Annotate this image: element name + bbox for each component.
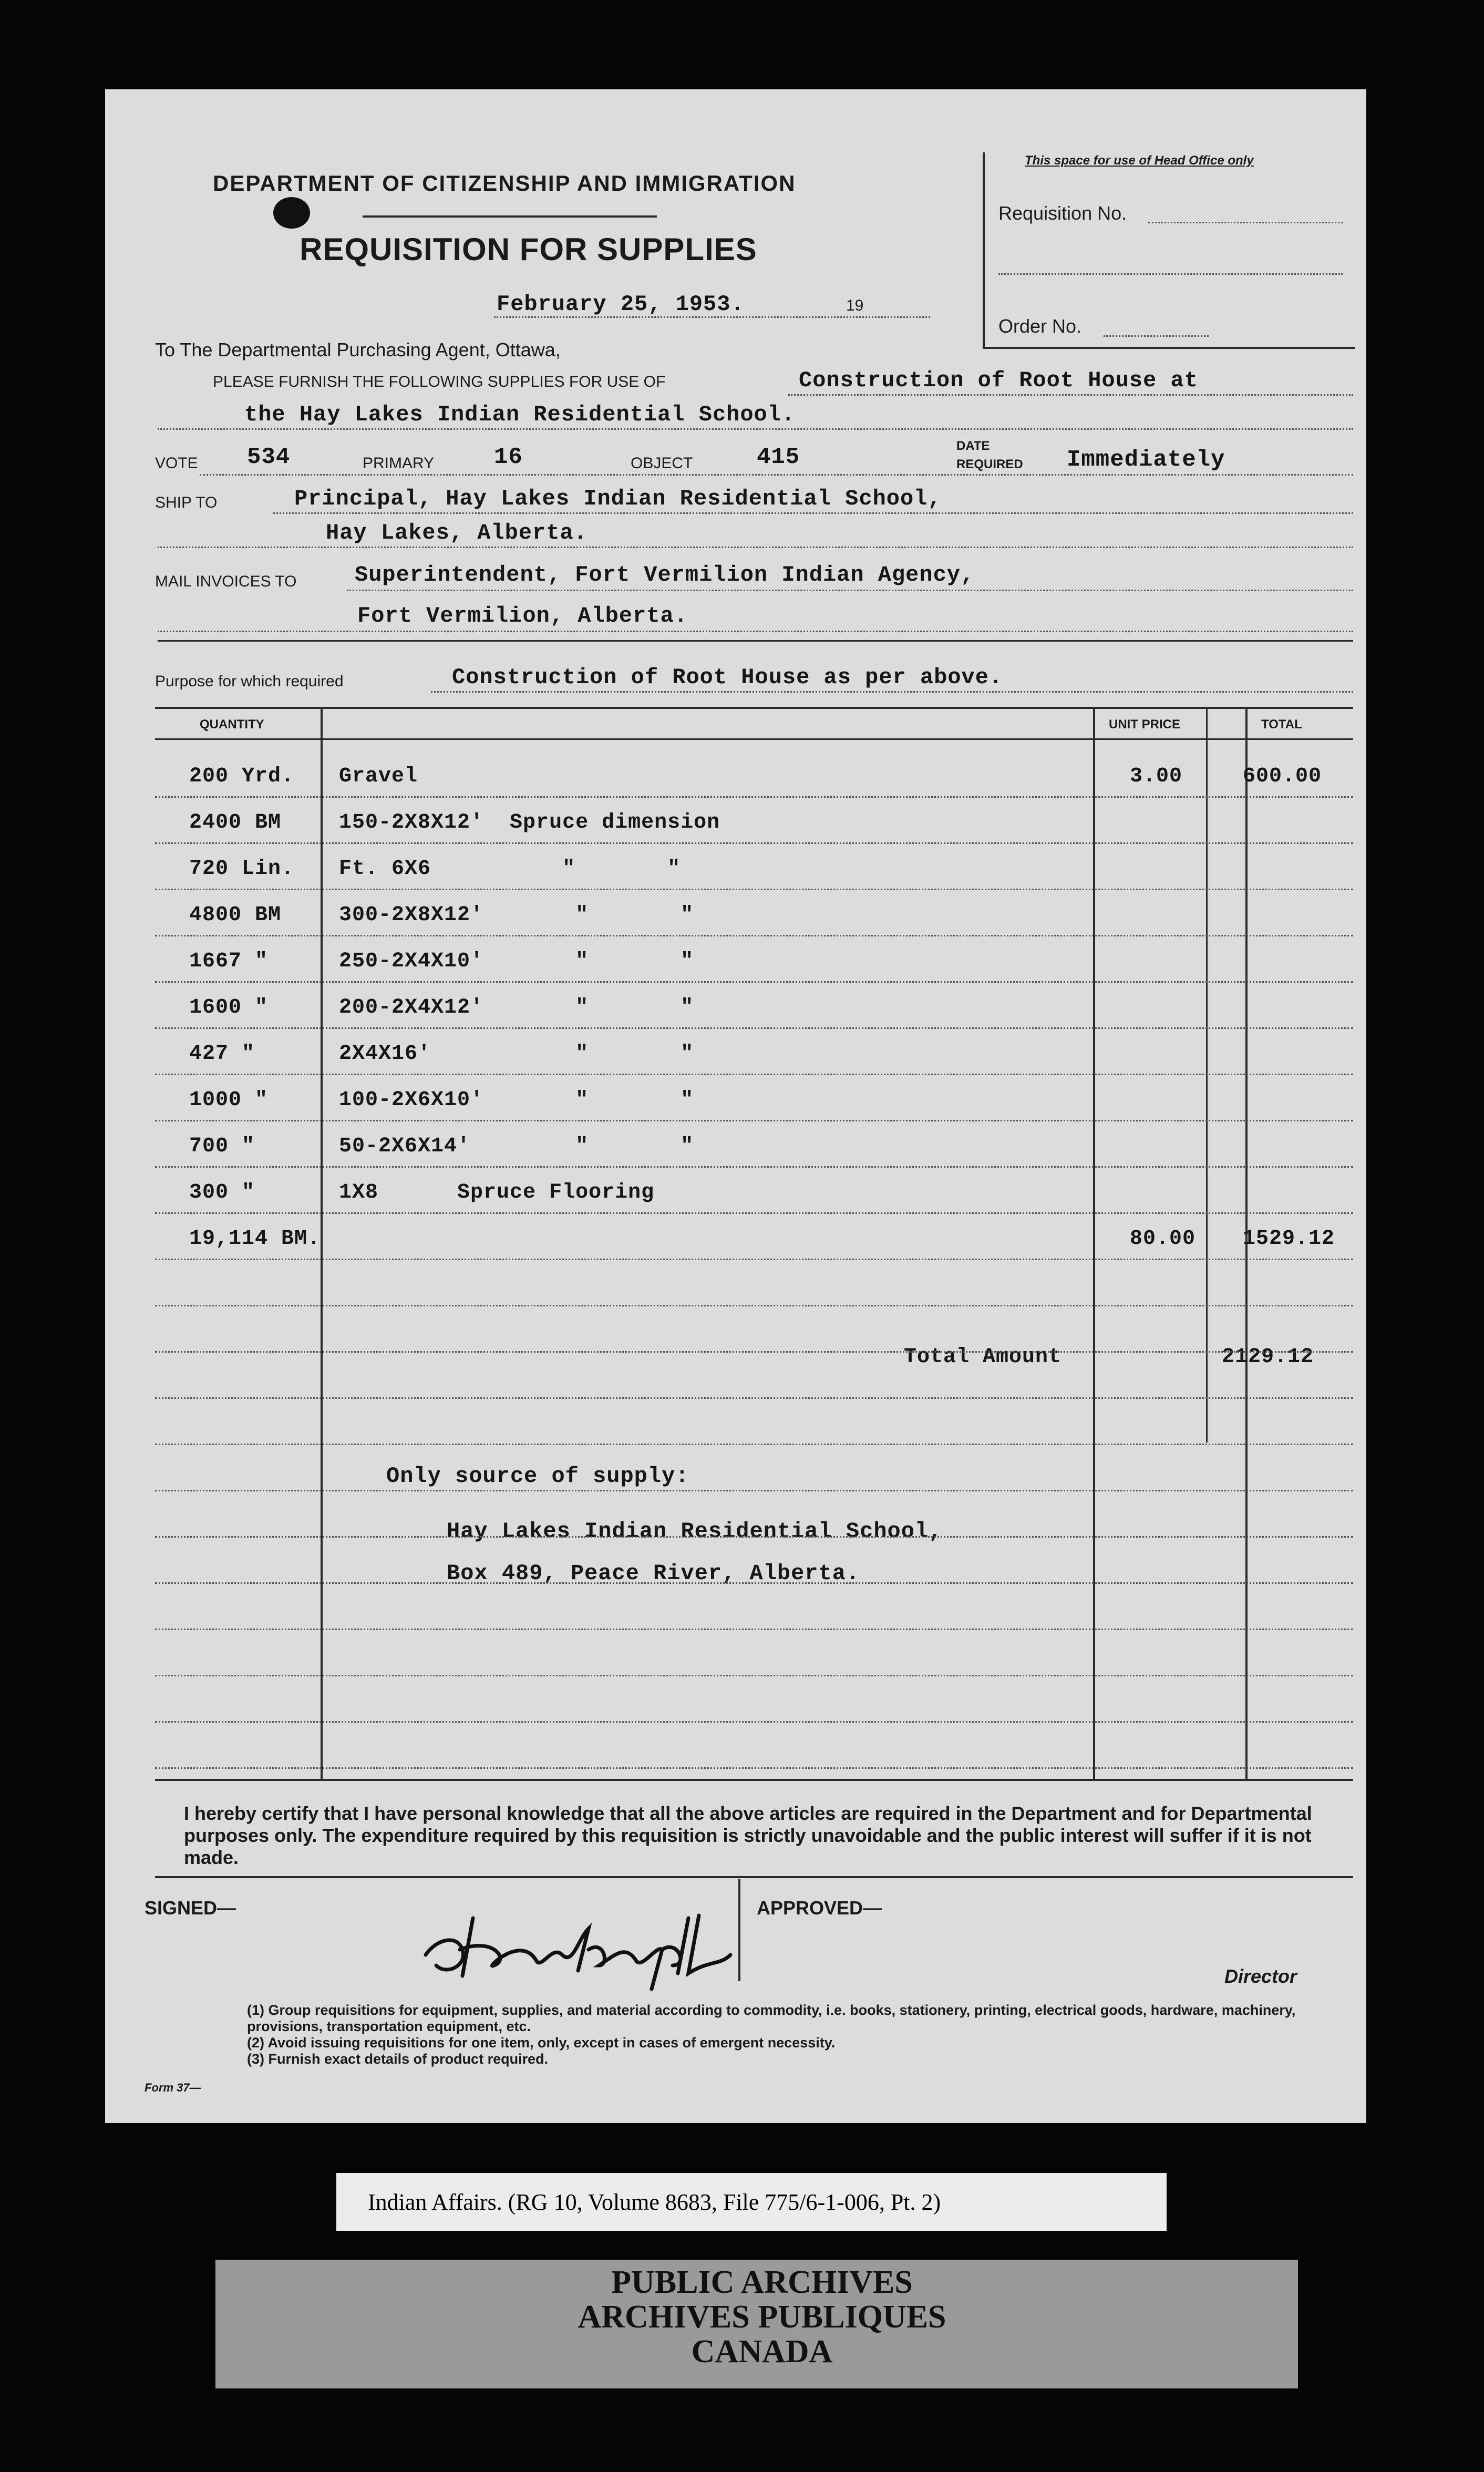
vote-value: 534 — [247, 444, 291, 470]
footnote: (3) Furnish exact details of product required. — [247, 2051, 549, 2067]
footnotes — [247, 2002, 1298, 2067]
rule — [155, 1876, 1353, 1878]
row-description: 200-2X4X12' " " — [339, 996, 694, 1019]
table-row-rule — [155, 1305, 1353, 1306]
row-description: 1X8 Spruce Flooring — [339, 1181, 655, 1204]
rule — [158, 631, 1353, 632]
table-row-rule — [155, 1027, 1353, 1029]
for-use-of-line-2: the Hay Lakes Indian Residential School. — [244, 402, 796, 427]
requisition-form — [105, 89, 1366, 2123]
total-amount-value: 2129.12 — [1222, 1345, 1314, 1369]
mail-invoices-line-1: Superintendent, Fort Vermilion Indian Agency, — [355, 562, 975, 588]
table-top-rule — [155, 707, 1353, 709]
table-row-rule — [155, 1767, 1353, 1769]
rule — [788, 394, 1353, 396]
table-row-rule — [155, 1351, 1353, 1353]
rule — [347, 590, 1353, 591]
table-row-rule — [155, 1675, 1353, 1676]
row-unit-price: 80.00 — [1130, 1227, 1196, 1251]
director-label: Director — [1224, 1965, 1297, 1987]
rule — [200, 474, 1353, 476]
for-use-of-line-1: Construction of Root House at — [799, 368, 1198, 393]
row-description: Gravel — [339, 765, 418, 788]
row-quantity: 4800 BM — [189, 903, 282, 927]
row-description: 300-2X8X12' " " — [339, 903, 694, 927]
ink-blot — [273, 197, 310, 229]
row-description: 50-2X6X14' " " — [339, 1135, 694, 1158]
head-office-heading: This space for use of Head Office only — [1025, 153, 1254, 168]
table-row-rule — [155, 1490, 1353, 1491]
requisition-no-line-2 — [998, 273, 1343, 275]
requisition-no-label: Requisition No. — [998, 202, 1127, 224]
row-quantity: 720 Lin. — [189, 857, 295, 881]
date-typed: February 25, 1953. — [497, 292, 745, 317]
col-quantity: QUANTITY — [200, 717, 264, 732]
primary-label: PRIMARY — [363, 455, 435, 472]
row-quantity: 1667 " — [189, 950, 269, 973]
table-row-rule — [155, 1212, 1353, 1214]
rule — [431, 691, 1353, 693]
requisition-no-line — [1148, 222, 1343, 223]
furnish-label: PLEASE FURNISH THE FOLLOWING SUPPLIES FOR USE OF — [213, 373, 666, 390]
total-amount-label: Total Amount — [904, 1345, 1062, 1369]
row-description: 150-2X8X12' Spruce dimension — [339, 811, 720, 835]
certification-text: I hereby certify that I have personal knowledge that all the above articles are required in the Department and for Departmental purposes only. The expenditure required by this requisition is strictly unavoidable and the public interest will suffer if it is not made. — [184, 1802, 1312, 1868]
row-quantity: 2400 BM — [189, 811, 282, 835]
row-quantity: 19,114 BM. — [189, 1227, 321, 1251]
table-header-rule — [155, 738, 1353, 740]
signed-label: SIGNED— — [145, 1897, 236, 1919]
handwritten-signature — [415, 1887, 741, 1992]
archive-reference: Indian Affairs. (RG 10, Volume 8683, File 775/6-1-006, Pt. 2) — [368, 2189, 941, 2215]
rule — [158, 547, 1353, 548]
row-quantity: 700 " — [189, 1135, 255, 1158]
rule — [158, 640, 1353, 642]
mail-invoices-line-2: Fort Vermilion, Alberta. — [357, 603, 688, 629]
col-total: TOTAL — [1261, 717, 1302, 732]
col-divider-quantity — [321, 707, 323, 1779]
supply-line-2: Hay Lakes Indian Residential School, — [447, 1519, 943, 1544]
col-divider-description — [1093, 707, 1095, 1779]
table-row-rule — [155, 1259, 1353, 1260]
ship-to-line-1: Principal, Hay Lakes Indian Residential School, — [294, 486, 942, 511]
table-row-rule — [155, 1721, 1353, 1723]
date-required-value: Immediately — [1067, 447, 1225, 473]
table-row-rule — [155, 1444, 1353, 1445]
table-bottom-rule — [155, 1779, 1353, 1781]
form-number: Form 37— — [145, 2081, 201, 2094]
purpose-value: Construction of Root House as per above. — [452, 665, 1003, 690]
row-unit-price: 3.00 — [1130, 765, 1183, 788]
table-row-rule — [155, 1582, 1353, 1584]
approved-label: APPROVED— — [757, 1897, 882, 1919]
form-title: REQUISITION FOR SUPPLIES — [300, 232, 757, 267]
rule — [158, 428, 1353, 430]
divider — [363, 215, 657, 218]
to-line: To The Departmental Purchasing Agent, Ottawa, — [155, 339, 561, 360]
vote-label: VOTE — [155, 455, 198, 472]
supply-line-3: Box 489, Peace River, Alberta. — [447, 1561, 860, 1586]
row-description: Ft. 6X6 " " — [339, 857, 681, 881]
archive-line-2: ARCHIVES PUBLIQUES — [578, 2299, 946, 2335]
archive-line-3: CANADA — [691, 2334, 833, 2370]
row-quantity: 427 " — [189, 1042, 255, 1066]
supply-line-1: Only source of supply: — [386, 1464, 689, 1489]
ship-to-label: SHIP TO — [155, 494, 218, 511]
table-row-rule — [155, 1166, 1353, 1168]
table-row-rule — [155, 889, 1353, 890]
table-row-rule — [155, 981, 1353, 983]
table-row-rule — [155, 796, 1353, 798]
table-row-rule — [155, 842, 1353, 844]
table-row-rule — [155, 1074, 1353, 1075]
primary-value: 16 — [494, 444, 523, 470]
table-row-rule — [155, 935, 1353, 936]
archive-reference-label — [336, 2173, 1167, 2231]
row-total: 1529.12 — [1243, 1227, 1335, 1251]
mail-invoices-label: MAIL INVOICES TO — [155, 573, 297, 590]
row-description: 2X4X16' " " — [339, 1042, 694, 1066]
rule — [273, 512, 1353, 514]
order-no-label: Order No. — [998, 315, 1082, 337]
purpose-label: Purpose for which required — [155, 673, 344, 690]
table-row-rule — [155, 1536, 1353, 1538]
row-quantity: 200 Yrd. — [189, 765, 295, 788]
row-quantity: 300 " — [189, 1181, 255, 1204]
row-description: 250-2X4X10' " " — [339, 950, 694, 973]
archive-stamp — [525, 2265, 998, 2369]
table-row-rule — [155, 1397, 1353, 1399]
footnote: (2) Avoid issuing requisitions for one item, only, except in cases of emergent necessity. — [247, 2035, 836, 2051]
date-suffix: 19 — [846, 297, 864, 314]
department-heading: DEPARTMENT OF CITIZENSHIP AND IMMIGRATION — [213, 171, 796, 195]
row-total: 600.00 — [1243, 765, 1322, 788]
row-quantity: 1600 " — [189, 996, 269, 1019]
ship-to-line-2: Hay Lakes, Alberta. — [326, 520, 588, 545]
date-line — [494, 316, 930, 318]
object-label: OBJECT — [631, 455, 693, 472]
archive-line-1: PUBLIC ARCHIVES — [611, 2264, 913, 2300]
col-unit-price: UNIT PRICE — [1109, 717, 1181, 732]
row-quantity: 1000 " — [189, 1088, 269, 1112]
table-row-rule — [155, 1120, 1353, 1121]
object-value: 415 — [757, 444, 800, 470]
footnote: (1) Group requisitions for equipment, supplies, and material according to commodity, i.e. books, stationery, printing, electrical goods, hardware, machinery, provisions, transportation equipment, etc. — [247, 2002, 1296, 2034]
date-label: DATE — [956, 439, 990, 453]
order-no-line — [1104, 335, 1209, 337]
row-description: 100-2X6X10' " " — [339, 1088, 694, 1112]
table-row-rule — [155, 1629, 1353, 1630]
required-label: REQUIRED — [956, 457, 1023, 471]
